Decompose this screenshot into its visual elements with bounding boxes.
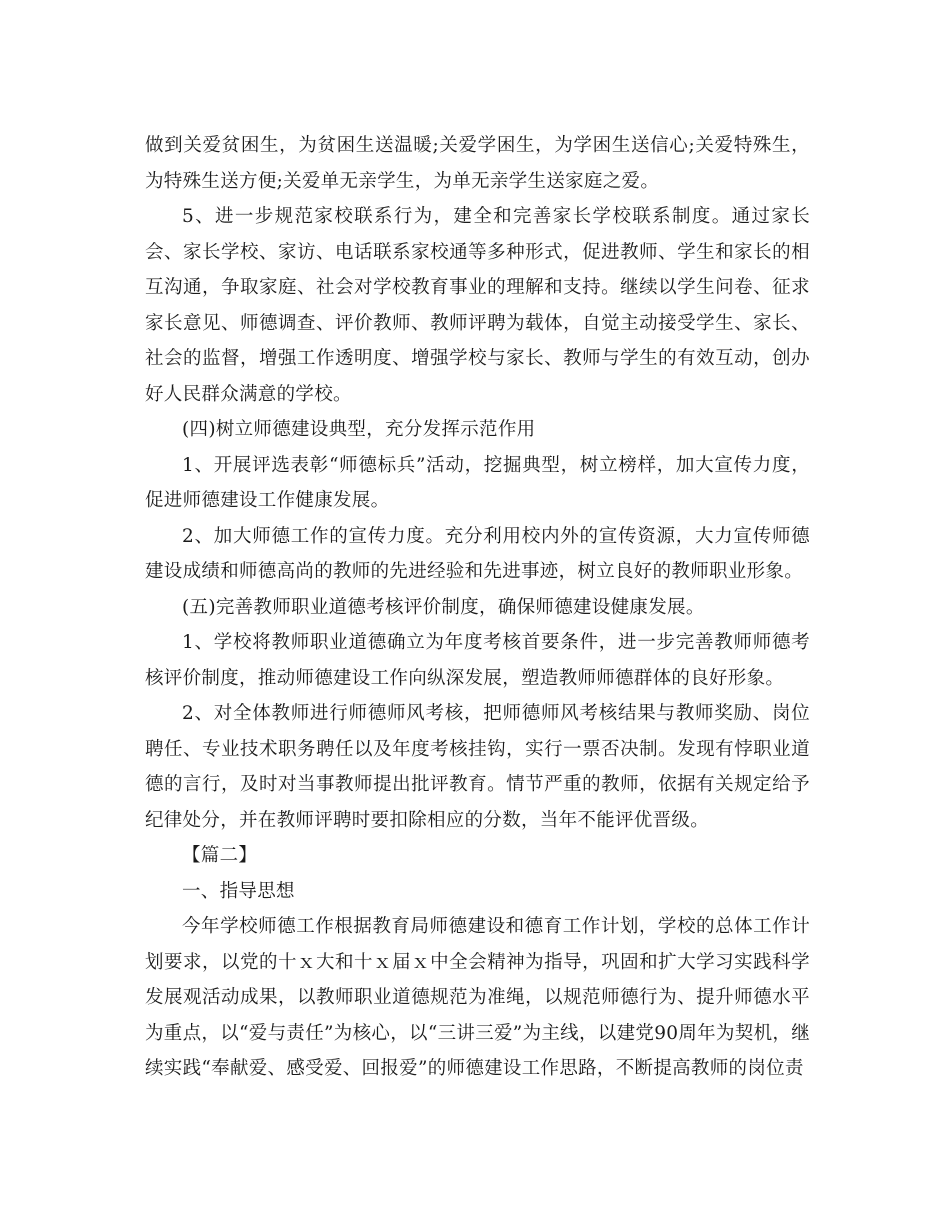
paragraph-2: 5、进一步规范家校联系行为，建全和完善家长学校联系制度。通过家长会、家长学校、家访、电话联系家校通等多种形式，促进教师、学生和家长的相互沟通，争取家庭、社会对学校教育事业的理解和支持。继续以学生问卷、征求家长意见、师德调查、评价教师、教师评聘为载体，自觉主动接受学生、家长、社会的监督，增强工作透明度、增强学校与家长、教师与学生的有效互动，创办好人民群众满意的学校。 [145, 206, 810, 405]
paragraph-4: 2、加大师德工作的宣传力度。充分利用校内外的宣传资源，大力宣传师德建设成绩和师德高尚的教师的先进经验和先进事迹，树立良好的教师职业形象。 [145, 525, 810, 582]
paragraph-5: 1、学校将教师职业道德确立为年度考核首要条件，进一步完善教师师德考核评价制度，推动师德建设工作向纵深发展，塑造教师师德群体的良好形象。 [145, 632, 810, 689]
part-heading: 【篇二】 [182, 845, 258, 866]
paragraph-1: 做到关爱贫困生，为贫困生送温暖;关爱学困生，为学困生送信心;关爱特殊生，为特殊生送方便;关爱单无亲学生，为单无亲学生送家庭之爱。 [145, 135, 810, 192]
document-page [145, 128, 810, 1087]
paragraph-3: 1、开展评选表彰“师德标兵”活动，挖掘典型，树立榜样，加大宣传力度，促进师德建设工作健康发展。 [145, 454, 810, 511]
paragraph-6: 2、对全体教师进行师德师风考核，把师德师风考核结果与教师奖励、岗位聘任、专业技术职务聘任以及年度考核挂钩，实行一票否决制。发现有悖职业道德的言行，及时对当事教师提出批评教育。情节严重的教师，依据有关规定给予纪律处分，并在教师评聘时要扣除相应的分数，当年不能评优晋级。 [145, 703, 810, 831]
section-heading-4: (四)树立师德建设典型，充分发挥示范作用 [182, 419, 536, 440]
section-heading-5: (五)完善教师职业道德考核评价制度，确保师德建设健康发展。 [182, 596, 705, 618]
paragraph-7: 今年学校师德工作根据教育局师德建设和德育工作计划，学校的总体工作计划要求，以党的十ｘ大和十ｘ届ｘ中全会精神为指导，巩固和扩大学习实践科学发展观活动成果，以教师职业道德规范为准绳，以规范师德行为、提升师德水平为重点，以“爱与责任”为核心，以“三讲三爱”为主线，以建党90周年为契机，继续实践“奉献爱、感受爱、回报爱”的师德建设工作思路，不断提高教师的岗位责 [145, 916, 810, 1079]
section-heading-1: 一、指导思想 [182, 880, 295, 902]
